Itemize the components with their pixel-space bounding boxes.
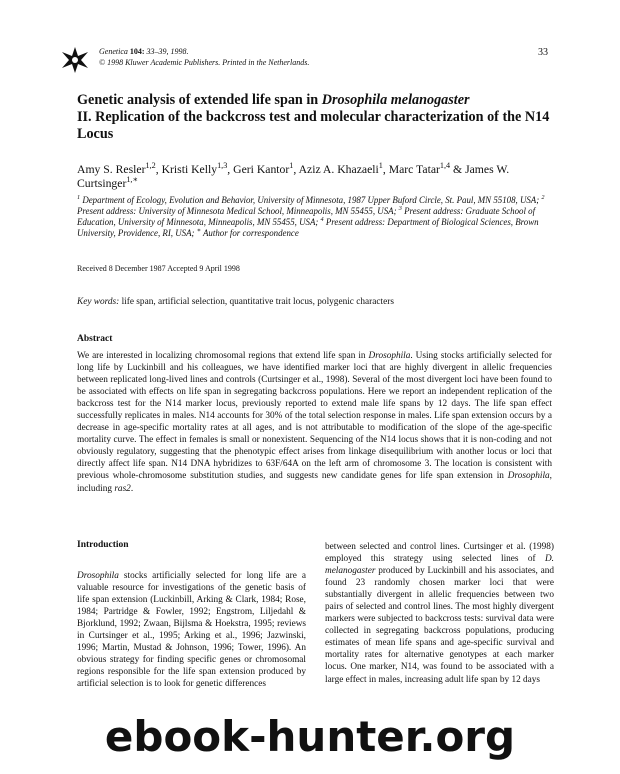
author-sup: 1,2 xyxy=(145,161,156,171)
title-line1: Genetic analysis of extended life span in xyxy=(77,92,322,108)
copyright-line: © 1998 Kluwer Academic Publishers. Printed in the Netherlands. xyxy=(99,58,310,67)
affil-sup: ∗ xyxy=(196,227,201,235)
received-dates: Received 8 December 1987 Accepted 9 April 1998 xyxy=(77,264,240,273)
affiliation: Department of Ecology, Evolution and Behavior, University of Minnesota, 1987 Upper Buford Circle, St. Paul, MN 55108, USA; xyxy=(80,195,542,205)
journal-volume: 104: xyxy=(129,47,145,56)
affil-sup: 4 xyxy=(320,216,324,224)
introduction-left-column xyxy=(77,570,306,690)
author-sup: 1,3 xyxy=(217,161,228,171)
keywords xyxy=(77,297,557,307)
author: Amy S. Resler xyxy=(77,163,146,176)
intro-text: between selected and control lines. Curtsinger et al. (1998) employed this strategy using selected lines of xyxy=(325,542,554,565)
abstract-species: Drosophila xyxy=(368,351,411,361)
journal-citation xyxy=(99,46,309,68)
author: James W. Curtsinger xyxy=(77,163,510,190)
abstract-species: Drosophila xyxy=(507,471,550,482)
affiliation: Present address: Graduate School of Education, University of Minnesota, Minneapolis, MN 55455, USA; xyxy=(77,206,536,227)
author: Kristi Kelly xyxy=(161,163,218,176)
watermark: ebook-hunter.org xyxy=(104,712,516,761)
author-sep: , xyxy=(293,163,299,176)
paper-title xyxy=(77,92,557,143)
abstract-text: . xyxy=(130,483,134,494)
journal-pages-year: 33–39, 1998. xyxy=(144,47,189,56)
title-species: Drosophila melanogaster xyxy=(321,92,470,108)
author-sep: , xyxy=(227,163,234,176)
title-line2: II. Replication of the backcross test and molecular characterization of the N14 Locus xyxy=(77,109,550,142)
author-list xyxy=(77,163,557,191)
intro-text: produced by Luckinbill and his associates, and found 23 randomly chosen marker loci that were substantially divergent in allelic frequencies between two pairs of selected and control lines. The most highly divergent markers were subjected to backcross tests: survival data were collected in segregating backcross populations, producing estimates of mean life spans and age-specific survival and mortality rates for alternative genotypes at each marker locus. One marker, N14, was found to be associated with a large effect in males, increasing adult life span by 12 days xyxy=(325,566,554,685)
keywords-text: life span, artificial selection, quantitative trait locus, polygenic characters xyxy=(119,297,394,307)
abstract-text: . Using stocks artificially selected for long life by Luckinbill and his colleagues, we have identified marker loci that are highly divergent in allelic frequencies between replicated long-lived lines and controls (Curtsinger et al., 1998). Several of the most divergent loci have been found to be associated with effects on life span in segregating backcross populations. Here we report an independent replication of the backcross test for the N14 marker locus, previously reported to extend male life spans by 12 days. The life span effect successfully replicates in males. N14 accounts for 30% of the total selection response in males. Life span extension occurs by a decrease in age-specific mortality rates at all ages, and is not attributable to modification of the slope of the age-specific mortality curve. The effect in females is small or nonexistent. Sequencing of the N14 locus shows that it is non-coding and not obviously regulatory, suggesting that the phenotypic effect arises from linkage disequilibrium with another locus or loci that directly affect life span. N14 DNA hybridizes to 63F/64A on the left arm of chromosome 3. The location is consistent with previous whole-chromosome substitution studies, and suggests new candidate genes for life span extension in xyxy=(77,351,552,482)
introduction-heading: Introduction xyxy=(77,540,129,550)
abstract-text: We are interested in localizing chromosomal regions that extend life span in xyxy=(77,351,369,361)
abstract-body xyxy=(77,350,552,495)
intro-text: stocks artificially selected for long life are a valuable resource for investigations of the genetic basis of life span extension (Luckinbill, Arking & Clark, 1984; Rose, 1984; Partridge & Fowler, 1992; Engstrom, Liljedahl & Bjorklund, 1992; Zwaan, Bijlsma & Hoekstra, 1995; reviews in Curtsinger et al., 1995; Arking et al., 1996; Jazwinski, 1996; Martin, Mustad & Johnson, 1996; Tower, 1996). An obvious strategy for finding specific genes or chromosomal regions responsible for the life span extension produced by artificial selection is to look for genetic differences xyxy=(77,571,306,690)
author-sup: 1 xyxy=(289,161,294,171)
affil-sup: 3 xyxy=(398,205,402,213)
affiliation: Author for correspondence xyxy=(200,228,299,238)
author: Aziz A. Khazaeli xyxy=(298,163,379,176)
author: Geri Kantor xyxy=(233,163,290,176)
author-sup: 1,∗ xyxy=(126,175,139,185)
intro-species: D. melanogaster xyxy=(325,554,554,577)
author: Marc Tatar xyxy=(388,163,440,176)
page-number: 33 xyxy=(538,47,548,58)
introduction-right-column xyxy=(325,541,554,686)
author-sep: , xyxy=(155,163,162,176)
affiliations xyxy=(77,195,552,239)
author-sup: 1,4 xyxy=(439,161,451,171)
abstract-heading: Abstract xyxy=(77,334,113,344)
abstract-gene: ras2 xyxy=(114,483,131,494)
affiliation: Present address: University of Minnesota Medical School, Minneapolis, MN 55455, USA; xyxy=(77,206,399,216)
abstract-text: , including xyxy=(77,471,552,494)
journal-name: Genetica xyxy=(99,47,128,56)
affil-sup: 2 xyxy=(541,194,545,202)
affil-sup: 1 xyxy=(77,194,81,202)
keywords-label: Key words: xyxy=(77,297,120,307)
author-sep: , xyxy=(382,163,389,176)
author-sep: & xyxy=(450,163,466,176)
intro-species: Drosophila xyxy=(77,571,119,581)
affiliation: Present address: Department of Biological Sciences, Brown University, Providence, RI, USA; xyxy=(77,217,539,238)
kluwer-star-logo-icon xyxy=(60,46,90,74)
author-sup: 1 xyxy=(378,161,383,171)
